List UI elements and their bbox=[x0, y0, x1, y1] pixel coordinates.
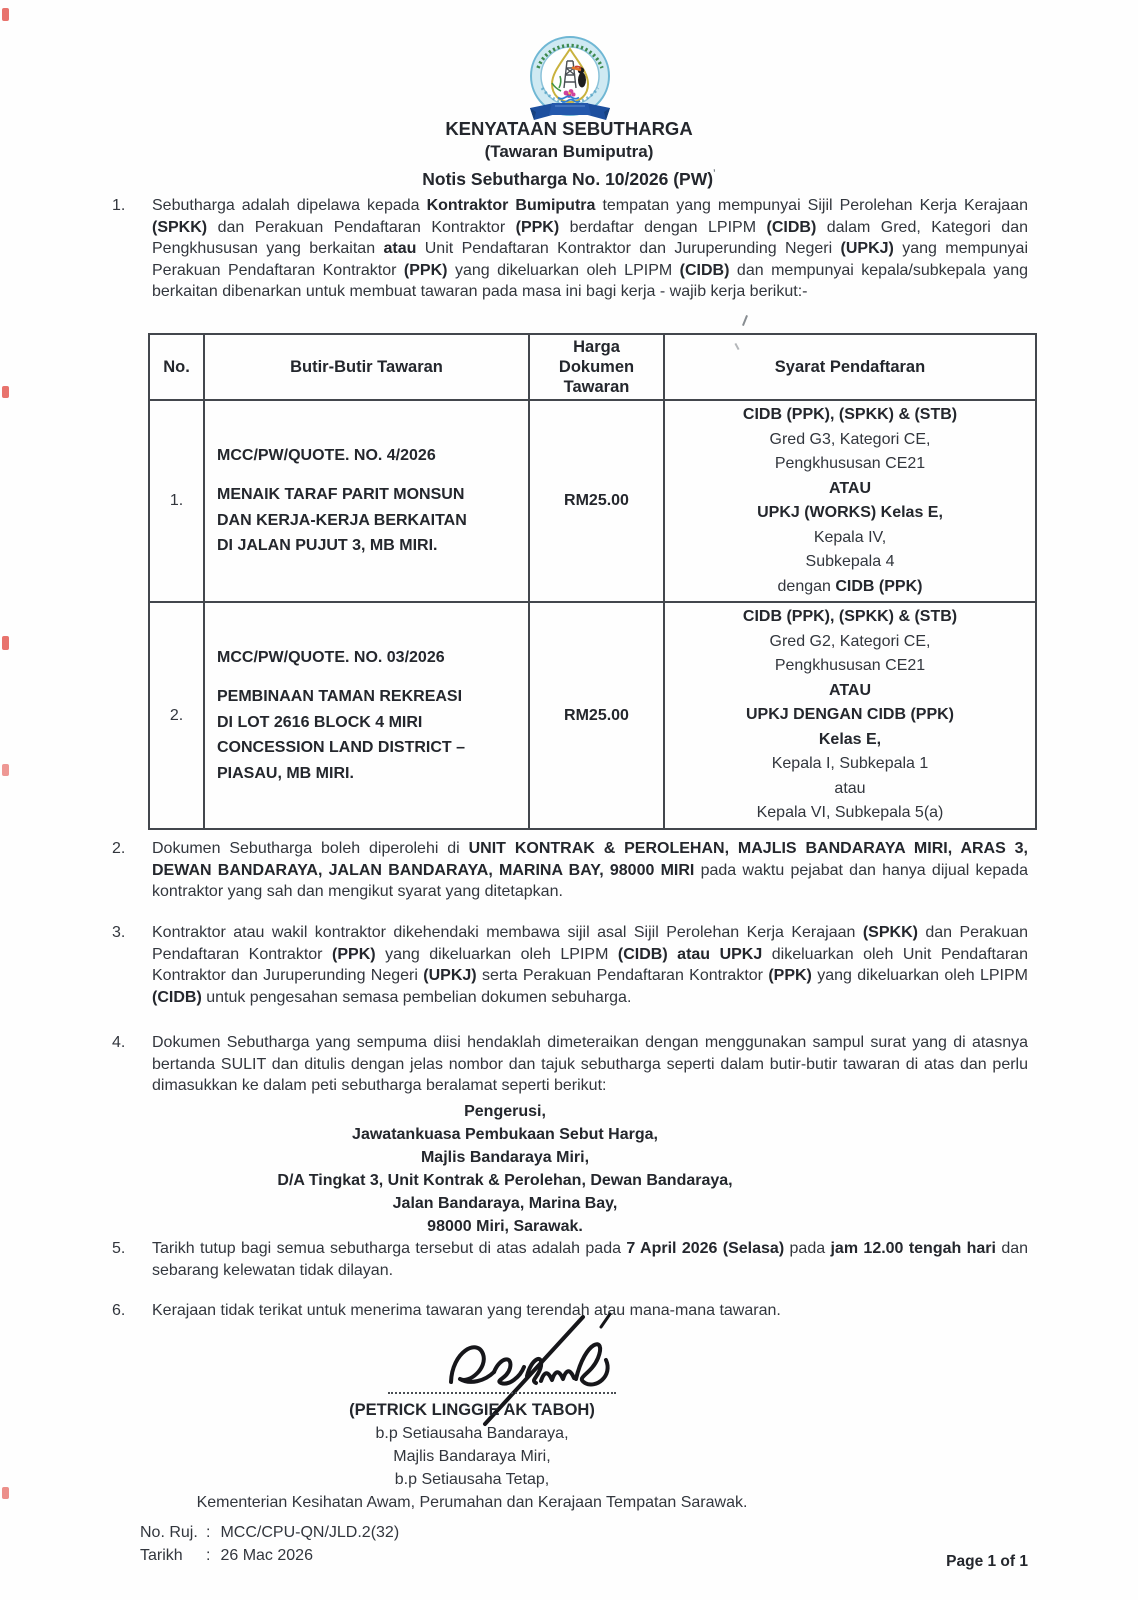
red-scan-mark bbox=[2, 764, 9, 776]
red-scan-mark bbox=[2, 8, 9, 21]
signature-block bbox=[112, 1398, 832, 1514]
reference-number-row bbox=[140, 1524, 399, 1542]
tender-details bbox=[204, 602, 529, 829]
clause-text: Kontraktor atau wakil kontraktor dikehendaki membawa sijil asal Sijil Perolehan Kerja Kerajaan (SPKK) dan Perakuan Pendaftaran Kontraktor (PPK) yang dikeluarkan oleh LPIPM (CIDB) atau UPKJ dikeluarkan oleh Unit Pendaftaran Kontraktor dan Juruperunding Negeri (UPKJ) serta Perakuan Pendaftaran Kontraktor (PPK) yang dikeluarkan oleh LPIPM (CIDB) untuk pengesahan semasa pembelian dokumen sebuharga. bbox=[152, 924, 1029, 1006]
document-price: RM25.00 bbox=[529, 400, 664, 602]
red-scan-mark bbox=[2, 1487, 9, 1499]
tender-details bbox=[204, 400, 529, 602]
clause-number: 4. bbox=[112, 1034, 126, 1051]
notice-number-text: Notis Sebutharga No. 10/2026 (PW) bbox=[422, 168, 714, 189]
col-header-harga: Harga Dokumen Tawaran bbox=[529, 334, 664, 400]
row-number: 2. bbox=[149, 602, 204, 829]
clause-text: Dokumen Sebutharga boleh diperolehi di UNIT KONTRAK & PEROLEHAN, MAJLIS BANDARAYA MIRI, ARAS 3, DEWAN BANDARAYA, JALAN BANDARAYA, MARINA BAY, 98000 MIRI pada waktu pejabat dan hanya dijual kepada kontraktor yang sah dan mengikut syarat yang ditetapkan. bbox=[152, 840, 1029, 901]
col-header-no: No. bbox=[149, 334, 204, 400]
row-number: 1. bbox=[149, 400, 204, 602]
tender-row bbox=[149, 602, 1036, 829]
col-header-syarat: Syarat Pendaftaran bbox=[664, 334, 1036, 400]
signature-line bbox=[388, 1392, 616, 1394]
date-label: Tarikh bbox=[140, 1547, 183, 1564]
notice-number bbox=[0, 163, 1138, 190]
reference-label: No. Ruj. bbox=[140, 1524, 198, 1541]
signatory-name: (PETRICK LINGGIE AK TABOH) bbox=[349, 1401, 595, 1419]
clause-text: Tarikh tutup bagi semua sebutharga tersebut di atas adalah pada 7 April 2026 (Selasa) pada jam 12.00 tengah hari dan sebarang kelewatan tidak dilayan. bbox=[152, 1240, 1029, 1279]
miri-city-council-crest bbox=[522, 34, 618, 126]
table-header-row bbox=[149, 334, 1036, 400]
clause-number: 1. bbox=[112, 197, 126, 214]
clause-text: Dokumen Sebutharga yang sempuma diisi hendaklah dimeteraikan dengan menggunakan sampul surat yang di atasnya bertanda SULIT dan ditulis dengan jelas nombor dan tajuk sebutharga seperti dalam butir-butir tawaran di atas dan perlu dimasukkan ke dalam peti sebutharga beralamat seperti berikut: bbox=[152, 1034, 1028, 1095]
quote-reference: MCC/PW/QUOTE. NO. 4/2026 bbox=[217, 447, 436, 465]
registration-requirements: CIDB (PPK), (SPKK) & (STB) Gred G2, Kategori CE, Pengkhususan CE21 ATAU UPKJ DENGAN CIDB (PPK) Kelas E, Kepala I, Subkepala 1 atau Kepala VI, Subkepala 5(a) bbox=[664, 602, 1036, 829]
scan-mark bbox=[742, 315, 748, 326]
page-title: KENYATAAN SEBUTHARGA bbox=[445, 118, 693, 139]
page-indicator: Page 1 of 1 bbox=[946, 1553, 1028, 1570]
quote-description: MENAIK TARAF PARIT MONSUN DAN KERJA-KERJA BERKAITAN DI JALAN PUJUT 3, MB MIRI. bbox=[217, 486, 467, 555]
clause-text: Sebutharga adalah dipelawa kepada Kontraktor Bumiputra tempatan yang mempunyai Sijil Perolehan Kerja Kerajaan (SPKK) dan Perakuan Pendaftaran Kontraktor (PPK) berdaftar dengan LPIPM (CIDB) dalam Gred, Kategori dan Pengkhususan yang berkaitan atau Unit Pendaftaran Kontraktor dan Juruperunding Negeri (UPKJ) yang mempunyai Perakuan Pendaftaran Kontraktor (PPK) yang dikeluarkan oleh LPIPM (CIDB) dan mempunyai kepala/subkepala yang berkaitan dibenarkan untuk membuat tawaran pada masa ini bagi kerja - wajib kerja berikut:- bbox=[152, 197, 1029, 301]
clause-1 bbox=[112, 195, 1028, 303]
clause-4 bbox=[112, 1032, 1028, 1097]
clause-number: 3. bbox=[112, 924, 126, 941]
quote-description: PEMBINAAN TAMAN REKREASI DI LOT 2616 BLOCK 4 MIRI CONCESSION LAND DISTRICT – PIASAU, MB MIRI. bbox=[217, 688, 466, 782]
clause-number: 6. bbox=[112, 1302, 126, 1319]
clause-5 bbox=[112, 1238, 1028, 1281]
clause-number: 2. bbox=[112, 840, 126, 857]
clause-text: Kerajaan tidak terikat untuk menerima tawaran yang terendah atau mana-mana tawaran. bbox=[152, 1302, 781, 1319]
tender-table bbox=[148, 333, 1037, 830]
red-scan-mark bbox=[2, 636, 9, 650]
pen-tick-artifact: ʼ bbox=[713, 167, 716, 181]
tender-row bbox=[149, 400, 1036, 602]
submission-address-block: Pengerusi, Jawatankuasa Pembukaan Sebut Harga, Majlis Bandaraya Miri, D/A Tingkat 3, Unit Kontrak & Perolehan, Dewan Bandaraya, Jalan Bandaraya, Marina Bay, 98000 Miri, Sarawak. bbox=[277, 1103, 733, 1235]
reference-value: MCC/CPU-QN/JLD.2(32) bbox=[220, 1524, 400, 1541]
quote-reference: MCC/PW/QUOTE. NO. 03/2026 bbox=[217, 649, 445, 666]
col-header-butir: Butir-Butir Tawaran bbox=[204, 334, 529, 400]
clause-3 bbox=[112, 922, 1028, 1008]
registration-requirements: CIDB (PPK), (SPKK) & (STB) Gred G3, Kategori CE, Pengkhususan CE21 ATAU UPKJ (WORKS) Kelas E, Kepala IV, Subkepala 4 dengan CIDB (PPK) bbox=[664, 400, 1036, 602]
signatory-titles: b.p Setiausaha Bandaraya, Majlis Bandaraya Miri, b.p Setiausaha Tetap, Kementerian Kesihatan Awam, Perumahan dan Kerajaan Tempatan Sarawak. bbox=[196, 1425, 748, 1511]
page-subtitle: (Tawaran Bumiputra) bbox=[484, 142, 654, 161]
document-price: RM25.00 bbox=[529, 602, 664, 829]
clause-2 bbox=[112, 838, 1028, 903]
date-colon: : bbox=[206, 1547, 211, 1564]
reference-colon: : bbox=[206, 1524, 211, 1541]
red-scan-mark bbox=[2, 386, 9, 398]
date-value: 26 Mac 2026 bbox=[220, 1547, 313, 1564]
date-row bbox=[140, 1547, 313, 1565]
clause-number: 5. bbox=[112, 1240, 126, 1257]
